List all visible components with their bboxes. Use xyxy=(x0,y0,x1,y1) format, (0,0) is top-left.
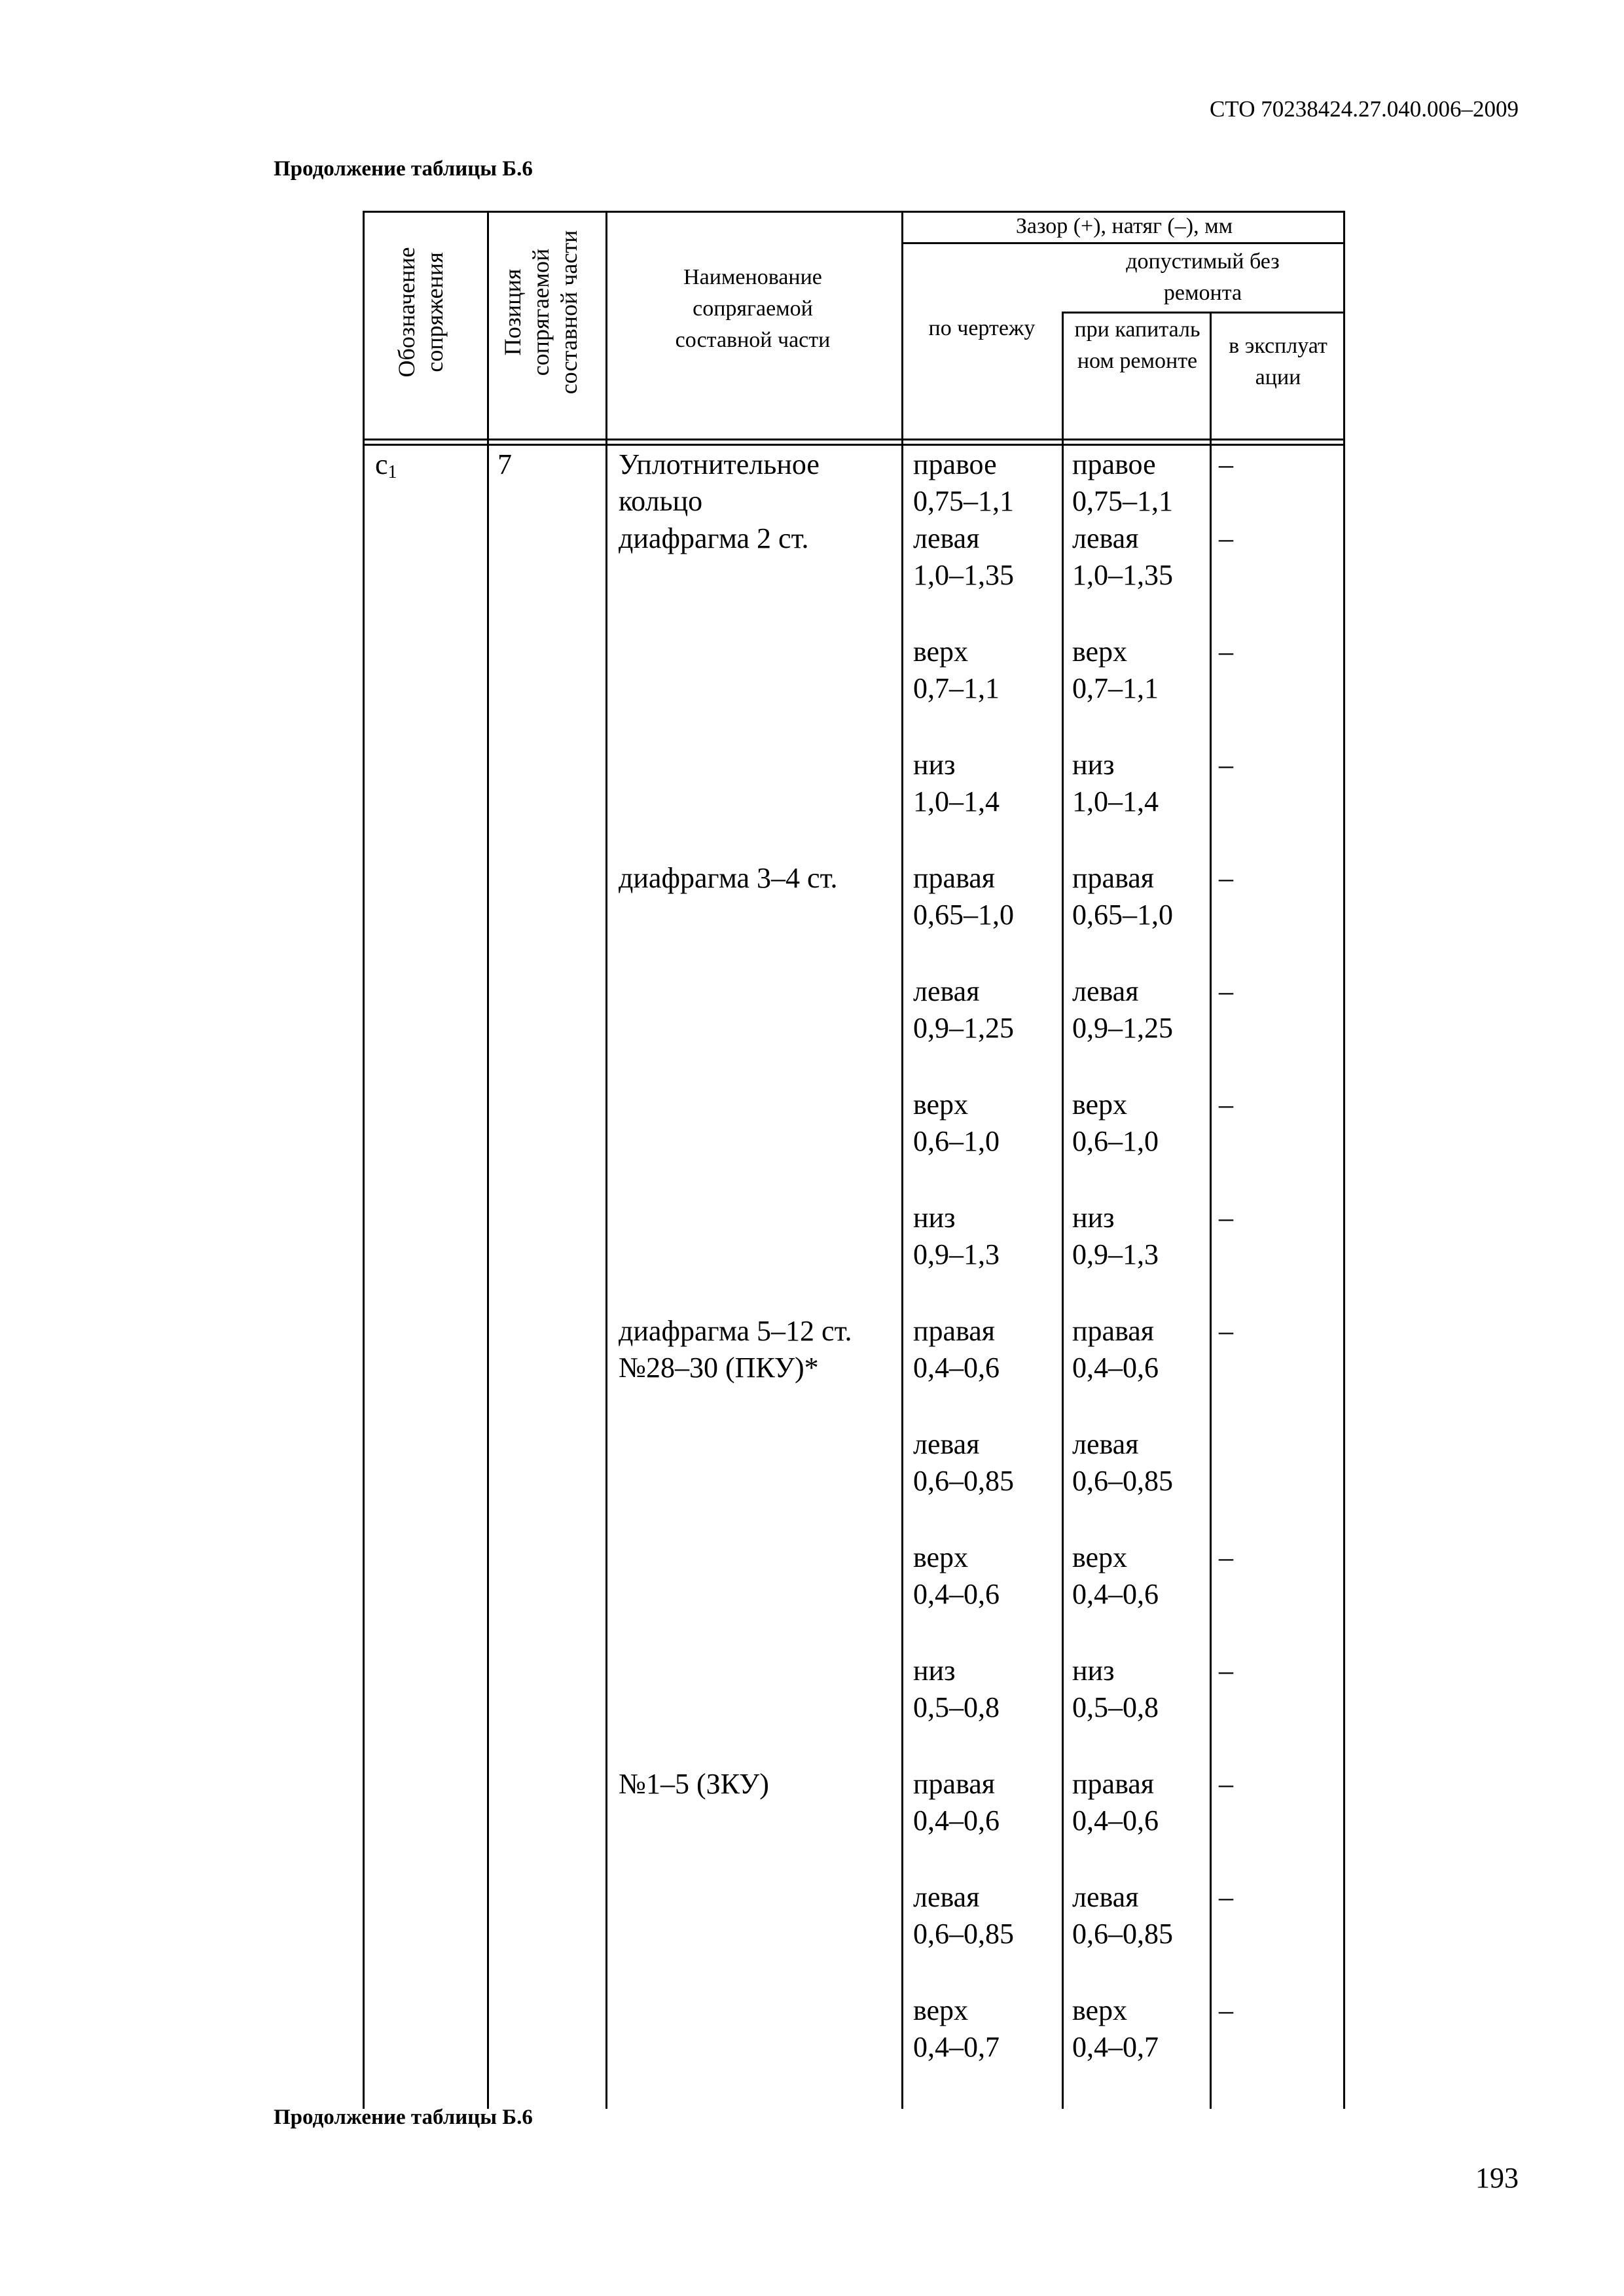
header-gap-group: Зазор (+), натяг (–), мм xyxy=(1015,214,1233,238)
header-allowed-group: допустимый без ремонта xyxy=(1126,249,1280,305)
table-row xyxy=(0,1313,1624,1388)
operation-value: – xyxy=(1219,448,1233,480)
table-row xyxy=(0,747,1624,822)
operation-value: – xyxy=(1219,1768,1233,1800)
table-row xyxy=(0,1539,1624,1615)
capital-repair-value: низ 0,5–0,8 xyxy=(1072,1655,1159,1723)
per-drawing-value: верх 0,6–1,0 xyxy=(913,1088,1000,1157)
capital-repair-value: правая 0,65–1,0 xyxy=(1072,862,1173,931)
capital-repair-value: левая 0,6–0,85 xyxy=(1072,1881,1173,1950)
per-drawing-value: левая 0,6–0,85 xyxy=(913,1881,1014,1950)
table-row xyxy=(0,520,1624,596)
table-row xyxy=(0,1879,1624,1954)
operation-value: – xyxy=(1219,1541,1233,1573)
operation-value: – xyxy=(1219,522,1233,554)
part-name: Уплотнительное кольцо xyxy=(619,448,820,517)
part-name: диафрагма 2 ст. xyxy=(619,522,809,554)
table-row xyxy=(0,1992,1624,2068)
per-drawing-value: левая 1,0–1,35 xyxy=(913,522,1014,591)
operation-value: – xyxy=(1219,975,1233,1007)
per-drawing-value: верх 0,4–0,6 xyxy=(913,1541,1000,1610)
header-rule-bottom xyxy=(363,439,1345,440)
capital-repair-value: верх 0,7–1,1 xyxy=(1072,636,1159,704)
capital-repair-value: правая 0,4–0,6 xyxy=(1072,1768,1159,1837)
header-position: Позиция сопрягаемой составной части xyxy=(499,230,582,395)
header-capital-repair: при капиталь ном ремонте xyxy=(1074,317,1200,373)
part-name: диафрагма 5–12 ст. №28–30 (ПКУ)* xyxy=(619,1315,852,1384)
per-drawing-value: левая 0,6–0,85 xyxy=(913,1428,1014,1497)
page-number: 193 xyxy=(1475,2162,1519,2194)
operation-value: – xyxy=(1219,1994,1233,2026)
part-name: диафрагма 3–4 ст. xyxy=(619,862,838,894)
capital-repair-value: верх 0,4–0,6 xyxy=(1072,1541,1159,1610)
designation-subscript: 1 xyxy=(388,462,397,482)
operation-value: – xyxy=(1219,1088,1233,1121)
header-designation: Обозначение сопряжения xyxy=(393,247,448,378)
operation-value: – xyxy=(1219,1881,1233,1913)
table-row xyxy=(0,1200,1624,1275)
per-drawing-value: левая 0,9–1,25 xyxy=(913,975,1014,1044)
per-drawing-value: правая 0,4–0,6 xyxy=(913,1768,1000,1837)
table-continuation-footer: Продолжение таблицы Б.6 xyxy=(274,2106,533,2129)
capital-repair-value: низ 0,9–1,3 xyxy=(1072,1202,1159,1270)
operation-value: – xyxy=(1219,1202,1233,1234)
operation-value: – xyxy=(1219,749,1233,781)
position-value: 7 xyxy=(497,448,512,480)
part-name: №1–5 (ЗКУ) xyxy=(619,1768,769,1800)
capital-repair-value: левая 0,6–0,85 xyxy=(1072,1428,1173,1497)
header-operation: в эксплуат ации xyxy=(1229,334,1327,389)
per-drawing-value: низ 0,9–1,3 xyxy=(913,1202,1000,1270)
table-row xyxy=(0,860,1624,935)
per-drawing-value: низ 0,5–0,8 xyxy=(913,1655,1000,1723)
per-drawing-value: верх 0,4–0,7 xyxy=(913,1994,1000,2063)
capital-repair-value: верх 0,6–1,0 xyxy=(1072,1088,1159,1157)
table-row xyxy=(0,446,1624,522)
per-drawing-value: правая 0,4–0,6 xyxy=(913,1315,1000,1384)
capital-repair-value: правое 0,75–1,1 xyxy=(1072,448,1173,517)
table-continuation-title: Продолжение таблицы Б.6 xyxy=(274,157,533,181)
per-drawing-value: низ 1,0–1,4 xyxy=(913,749,1000,817)
header-name: Наименование сопрягаемой составной части xyxy=(675,265,831,352)
table-row xyxy=(0,1653,1624,1728)
operation-value: – xyxy=(1219,1655,1233,1687)
designation-main: с xyxy=(375,448,388,480)
capital-repair-value: правая 0,4–0,6 xyxy=(1072,1315,1159,1384)
header-rule-allowed xyxy=(1062,312,1345,314)
operation-value: – xyxy=(1219,1315,1233,1347)
capital-repair-value: низ 1,0–1,4 xyxy=(1072,749,1159,817)
operation-value: – xyxy=(1219,636,1233,668)
capital-repair-value: левая 0,9–1,25 xyxy=(1072,975,1173,1044)
capital-repair-value: левая 1,0–1,35 xyxy=(1072,522,1173,591)
header-rule-gap xyxy=(901,242,1345,244)
per-drawing-value: правая 0,65–1,0 xyxy=(913,862,1014,931)
header-per-drawing: по чертежу xyxy=(928,316,1036,340)
table-row xyxy=(0,1426,1624,1501)
capital-repair-value: верх 0,4–0,7 xyxy=(1072,1994,1159,2063)
table-row xyxy=(0,973,1624,1049)
header-rule-bottom-2 xyxy=(363,444,1345,446)
table-row xyxy=(0,1086,1624,1162)
document-code: СТО 70238424.27.040.006–2009 xyxy=(1209,96,1519,122)
per-drawing-value: верх 0,7–1,1 xyxy=(913,636,1000,704)
operation-value: – xyxy=(1219,862,1233,894)
table-row xyxy=(0,634,1624,709)
per-drawing-value: правое 0,75–1,1 xyxy=(913,448,1014,517)
table-row xyxy=(0,1766,1624,1841)
